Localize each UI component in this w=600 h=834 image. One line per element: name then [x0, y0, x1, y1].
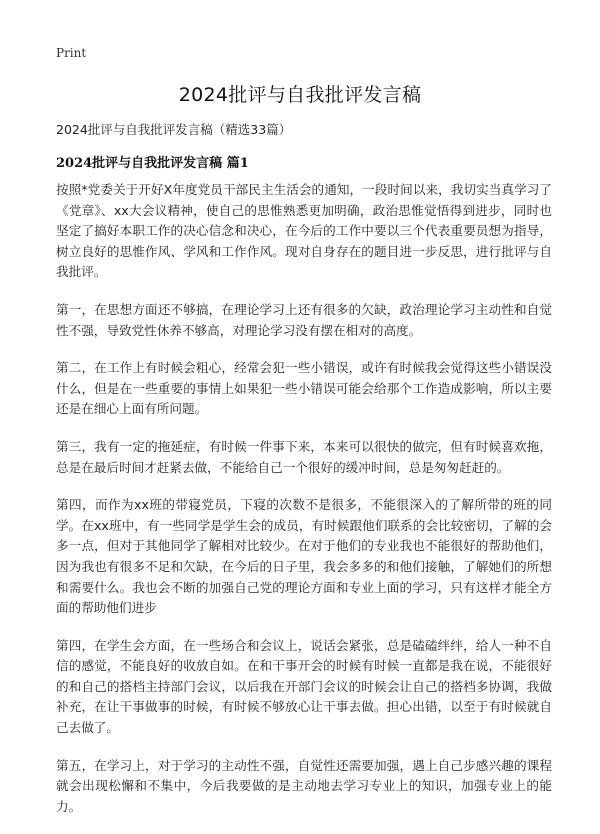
body-paragraph: 第四，在学生会方面，在一些场合和会议上，说话会紧张，总是磕磕绊绊，给人一种不自信的感觉，不能良好的收放自如。在和干事开会的时候有时候一直都是我在说，不能很好的和自己的搭档主持部门会议，以后我在开部门会议的时候会让自己的搭档多协调，我做补充，在让干事做事的时候，有时候不够放心让干事去做。担心出错，以至于有时候就自己去做了。	[56, 637, 552, 736]
body-paragraph: 第三，我有一定的拖延症，有时候一件事下来，本来可以很快的做完，但有时候喜欢拖，总是在最后时间才赶紧去做，不能给自己一个很好的缓冲时间，总是匆匆赶赶的。	[56, 438, 552, 475]
body-paragraph: 第二，在工作上有时候会粗心，经常会犯一些小错误，或许有时候我会觉得这些小错误没什么，但是在一些重要的事情上如果犯一些小错误可能会给那个工作造成影响，所以主要还是在细心上面有所问题。	[56, 360, 552, 417]
body-paragraph: 按照*党委关于开好X年度党员干部民主生活会的通知，一段时间以来，我切实当真学习了《党章》、xx大会议精神，使自己的思惟熟悉更加明确，政治思惟觉悟得到进步，同时也坚定了搞好本职工作的决心信念和决心，在今后的工作中要以三个代表重要员想为指导，树立良好的思惟作风、学风和工作作风。现对自身存在的题目进一步反思，进行批评与自我批评。	[56, 182, 552, 280]
print-link[interactable]: Print	[56, 46, 87, 60]
document-body	[56, 180, 552, 834]
body-paragraph: 第四，而作为xx班的带寝党员，下寝的次数不是很多，不能很深入的了解所带的班的同学。在xx班中，有一些同学是学生会的成员，有时候跟他们联系的会比较密切，了解的会多一点，但对于其他同学了解相对比较少。在对于他们的专业我也不能很好的帮助他们，因为我也有很多不足和欠缺，在今后的日子里，我会多多的和他们接触，了解她们的所想和需要什么。我也会不断的加强自己党的理论方面和专业上面的学习，只有这样才能全方面的帮助他们进步	[56, 497, 552, 616]
body-paragraph: 第五，在学习上，对于学习的主动性不强，自觉性还需要加强，遇上自己步感兴趣的课程就会出现松懈和不集中，今后我要做的是主动地去学习专业上的知识，加强专业上的能力。	[56, 757, 552, 814]
section-heading: 2024批评与自我批评发言稿 篇1	[56, 156, 249, 171]
document-subtitle: 2024批评与自我批评发言稿（精选33篇）	[56, 122, 292, 137]
document-title: 2024批评与自我批评发言稿	[178, 84, 422, 106]
body-paragraph: 第一，在思想方面还不够搞，在理论学习上还有很多的欠缺，政治理论学习主动性和自觉性不强，导致党性休养不够高，对理论学习没有摆在相对的高度。	[56, 301, 552, 338]
